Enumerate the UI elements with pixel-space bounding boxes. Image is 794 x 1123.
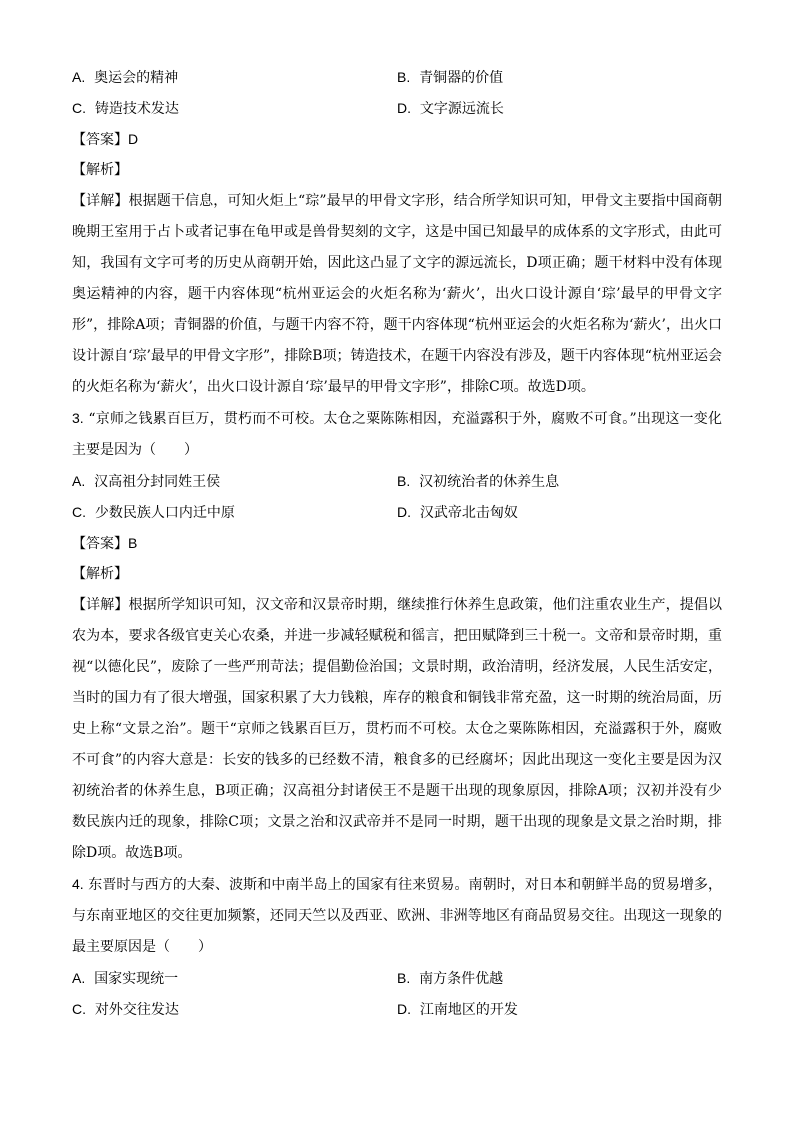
q3-analysis-label: 【解析】: [72, 566, 128, 582]
q2-analysis-label: 【解析】: [72, 162, 128, 178]
q4-option-d: D. 江南地区的开发: [397, 1001, 518, 1018]
q4-option-b: B. 南方条件优越: [397, 970, 504, 987]
document-page: [72, 62, 722, 1025]
q4-option-a: A. 国家实现统一: [72, 970, 179, 987]
q3-answer: 【答案】B: [72, 535, 138, 552]
q2-answer: 【答案】D: [72, 131, 139, 148]
q4-option-c: C. 对外交往发达: [72, 1001, 179, 1018]
q2-options-row-2: [72, 93, 722, 124]
q3-options-row-1: [72, 466, 722, 497]
q3-option-c: C. 少数民族人口内迁中原: [72, 504, 235, 521]
q2-detail: 【详解】根据题干信息，可知火炬上“琮”最早的甲骨文字形，结合所学知识可知，甲骨文主要指中国商朝晚期王室用于占卜或者记事在龟甲或是兽骨契刻的文字，这是中国已知最早的成体系的文字形式，由此可知，我国有文字可考的历史从商朝开始，因此这凸显了文字的源远流长，D项正确；题干材料中没有体现奥运精神的内容，题干内容体现“杭州亚运会的火炬名称为‘薪火’，出火口设计源自‘琮’最早的甲骨文字形”，排除A项；青铜器的价值，与题干内容不符，题干内容体现“杭州亚运会的火炬名称为‘薪火’，出火口设计源自‘琮’最早的甲骨文字形”，排除B项；铸造技术，在题干内容没有涉及，题干内容体现“杭州亚运会的火炬名称为‘薪火’，出火口设计源自‘琮’最早的甲骨文字形”，排除C项。故选D项。: [72, 193, 723, 395]
q2-options-row-1: [72, 62, 722, 93]
q4-stem: 4. 东晋时与西方的大秦、波斯和中南半岛上的国家有往来贸易。南朝时，对日本和朝鲜半岛的贸易增多，与东南亚地区的交往更加频繁，还同天竺以及西亚、欧洲、非洲等地区有商品贸易交往。出现这一现象的最主要原因是（ ）: [72, 876, 723, 955]
q4-options-row-1: [72, 963, 722, 994]
q3-stem: 3. “京师之钱累百巨万，贯朽而不可校。太仓之粟陈陈相因，充溢露积于外，腐败不可食。”出现这一变化主要是因为（ ）: [72, 410, 723, 458]
q2-option-d: D. 文字源远流长: [397, 100, 504, 117]
q4-options-row-2: [72, 994, 722, 1025]
q3-option-d: D. 汉武帝北击匈奴: [397, 504, 518, 521]
q2-option-b: B. 青铜器的价值: [397, 69, 504, 86]
q2-option-a: A. 奥运会的精神: [72, 69, 179, 86]
q3-options-row-2: [72, 497, 722, 528]
q2-option-c: C. 铸造技术发达: [72, 100, 179, 117]
q3-option-b: B. 汉初统治者的休养生息: [397, 473, 560, 490]
q3-option-a: A. 汉高祖分封同姓王侯: [72, 473, 221, 490]
q3-detail: 【详解】根据所学知识可知，汉文帝和汉景帝时期，继续推行休养生息政策，他们注重农业生产，提倡以农为本，要求各级官吏关心农桑，并进一步减轻赋税和徭言，把田赋降到三十税一。文帝和景帝时期，重视“以德化民”，废除了一些严刑苛法；提倡勤俭治国；文景时期，政治清明，经济发展，人民生活安定，当时的国力有了很大增强，国家积累了大力钱粮，库存的粮食和铜钱非常充盈，这一时期的统治局面，历史上称“文景之治”。题干“京师之钱累百巨万，贯朽而不可校。太仓之粟陈陈相因，充溢露积于外，腐败不可食”的内容大意是：长安的钱多的已经数不清，粮食多的已经腐坏；因此出现这一变化主要是因为汉初统治者的休养生息，B项正确；汉高祖分封诸侯王不是题干出现的现象原因，排除A项；汉初并没有少数民族内迁的现象，排除C项；文景之治和汉武帝并不是同一时期，题干出现的现象是文景之治时期，排除D项。故选B项。: [72, 597, 723, 861]
